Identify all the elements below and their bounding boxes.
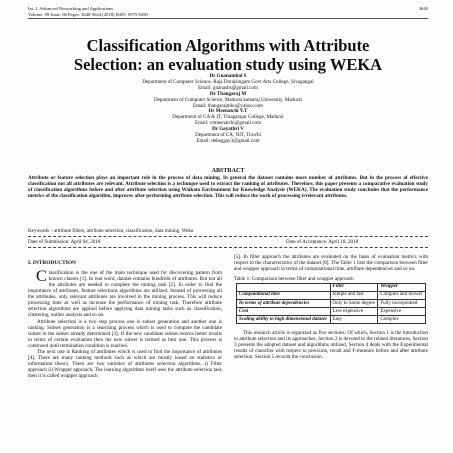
journal-volume: Volume: 09 Issue: 06 Pages: 3640-3644 (2018) ISSN: 0975-0290 — [28, 11, 148, 17]
paragraph-text: lassification is the one of the main technique used for discovering pattern from known classes [1]. In real word, dataset contains hundreds of attributes. But not all the attributes are needed to complete the mining task [2]. In order to find the importance of attributes, feature selections algorithms are utilized. Instead of processing all the attributes, only relevant attributes are involved in the mining process. This will reduce processing time as well as increase the performance of mining task. Therefore attribute selection algorithms are applied before applying data mining tasks such as classification, clustering, outlier analysis and so on. — [28, 270, 222, 318]
table-caption: Table 1: Comparison between filter and wrapper approach — [234, 276, 354, 282]
paragraph: [5]. In filter approach the attributes are evaluated on the basis of evaluation metrics with respect to the characteristics of the dataset [6]. The Table 1 lists the comparison between filter and wrapper approach in terms of computational time, attribute dependencies and so on. — [234, 254, 428, 272]
author-affiliation: Department of Computer Science, Raja Doraisingam Govt Arts College, Sivagangai — [142, 78, 314, 85]
table-cell: Complex and Slower — [378, 291, 426, 299]
table-header-cell: Filter — [330, 283, 378, 291]
table-row-header: Scaling ability to high dimensional dataset — [237, 316, 331, 324]
dashed-divider — [28, 236, 428, 237]
left-column — [28, 254, 222, 380]
table-header-cell — [237, 283, 331, 291]
author-name: Dr Thangaraj M — [209, 90, 247, 97]
table-row — [237, 308, 426, 316]
paragraph: This research article is organized as five sections: Of which, Section 1 is the introduction to attribute selection and its approaches, Section 2 is devoted to the related literatures, Section 3 presents the adopted dataset and algorithms utilized, Section 4 deals with the Experimental results of classifier with respect to precision, recall and F-measure before and after attribute selection. Section 5 records the conclusion. — [234, 330, 428, 361]
keywords-line: Keywords – attribute filters, attribute selection, classification, data mining, Weka — [28, 228, 194, 234]
abstract-heading: ABSTRACT — [211, 168, 245, 174]
paragraph: Attribute selection is a two step process one is subset generation and another one is ranking. Subset generation is a searching process which is used to compare the candidate subset to the subset already determined [3]. If the new candidate subset returns better results in terms of certain evaluation then the new subset is termed as best one. This process is continued until termination condition is reached. — [28, 318, 222, 349]
table-row — [237, 299, 426, 307]
author-affiliation: Department of CA & IT, Thiagarajar College, Madurai — [172, 114, 284, 121]
page-number: 3640 — [418, 6, 428, 11]
table-row-header: Computational time — [237, 291, 331, 299]
author-name: Dr Gayathri V — [212, 126, 244, 133]
journal-name: Int. J. Advanced Networking and Applications — [28, 6, 114, 11]
right-column — [234, 254, 428, 361]
dashed-divider — [28, 247, 428, 248]
table-cell: Less expensive — [330, 308, 378, 316]
author-email: Email: vtmeenatchi@gmail.com — [194, 120, 262, 127]
dates-line — [28, 239, 428, 245]
table-cell: Easy — [330, 316, 378, 324]
header-rule — [28, 18, 428, 19]
table-header-cell: Wrapper — [378, 283, 426, 291]
table-row-header: Cost — [237, 308, 331, 316]
drop-cap: C — [36, 268, 47, 285]
author-email: Email: gnanasbs@gmail.com — [198, 84, 258, 91]
author-name: Dr Meenatchi V.T — [208, 108, 248, 115]
author-email: Email: thangarajmku@yahoo.com — [192, 102, 264, 109]
author-affiliation: Department of CA, NIT, Tiruchi — [195, 132, 261, 139]
running-head — [28, 6, 428, 17]
table-cell: Simple and fast — [330, 291, 378, 299]
author-email: Email: debeggay3@gmail.com — [196, 137, 260, 144]
title-line-1: Classification Algorithms with Attribute — [86, 36, 370, 55]
table-cell: Complex — [378, 316, 426, 324]
paragraph: The next one is Ranking of attributes which is used to find the importance of attributes [4]. There are many ranking methods such as which are mostly based on statistics or information theory. There are two varieties of attributes selection algorithms. i) Filter approach ii) Wrapper approach. The learning algorithms itself uses the attribute selection task then it is called wrapper approach — [28, 349, 222, 379]
table-row — [237, 316, 426, 324]
section-heading: I. INTRODUCTION — [28, 260, 76, 266]
table-cell: Fully incorporated — [378, 299, 426, 307]
table-header-row — [237, 283, 426, 291]
comparison-table — [236, 283, 426, 325]
table-row-header: In terms of attribute dependencies — [237, 299, 331, 307]
paper-title — [28, 36, 428, 74]
title-line-2: Selection: an evaluation study using WEKA — [73, 55, 383, 74]
acceptance-date: Date of Acceptance: April 18, 2018 — [286, 239, 359, 245]
author-block — [28, 74, 428, 145]
table-cell: Only to Some degree — [330, 299, 378, 307]
intro-paragraph — [28, 270, 222, 318]
abstract-text: Attribute or feature selection plays an important role in the process of data mining. In general the dataset contains more number of attributes. But in the process of effective classification not all attributes are relevant. Attribute selection is a technique used to extract the ranking of attributes. Therefore, this paper presents a comparative evaluation study of classification algorithms before and after attribute selection using Waikato Environment for Knowledge Analysis (WEKA). The evaluation study concludes that the performance metrics of the classification algorithm, improves after performing attribute selection. This will reduce the work of processing irrelevant attributes. — [28, 175, 428, 199]
submission-date: Date of Submission: April 04, 2018 — [28, 239, 101, 245]
author-affiliation: Department of Computer Science, Madurai kamaraj University, Madurai — [153, 96, 303, 103]
table-row — [237, 291, 426, 299]
author-name: Dr Gnanambal S — [209, 73, 247, 79]
table-cell: Expensive — [378, 308, 426, 316]
